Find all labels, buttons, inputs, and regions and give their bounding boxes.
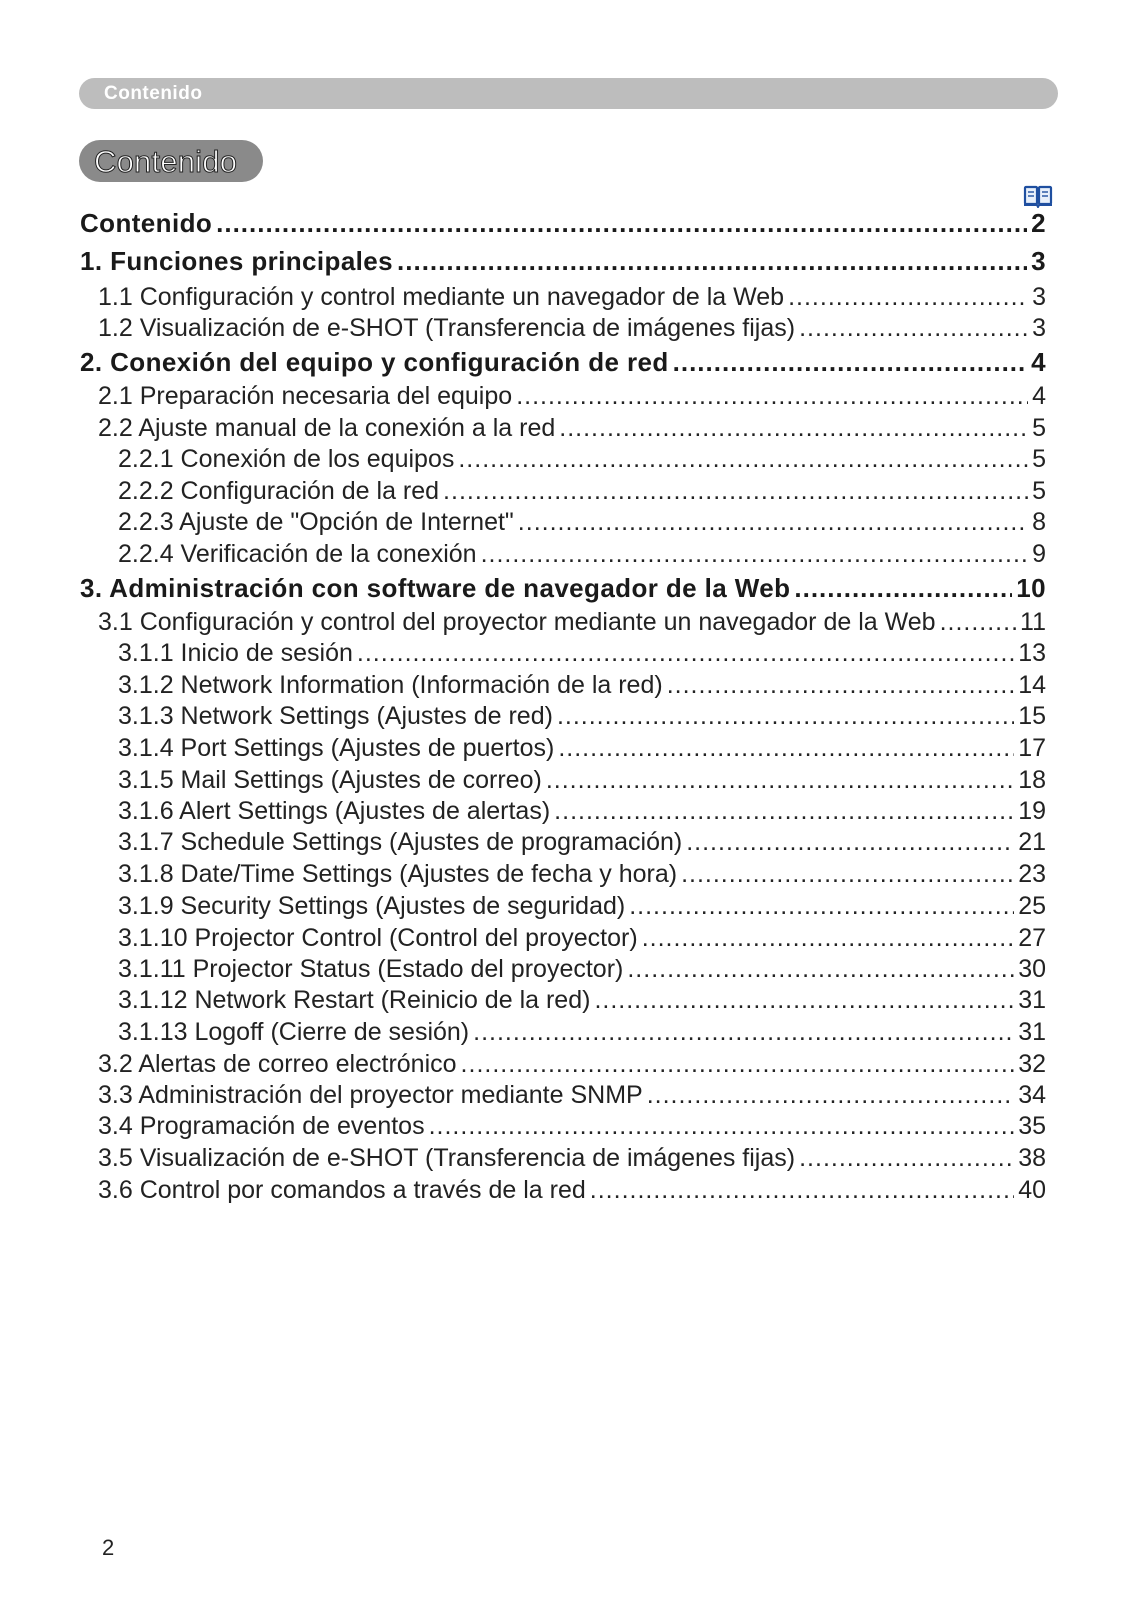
toc-dot-leader: [686, 828, 1014, 857]
toc-entry-label: 2.2.4 Verificación de la conexión: [118, 540, 477, 568]
toc-entry-page: 11: [1020, 608, 1046, 636]
page-title-badge: [79, 140, 263, 182]
toc-entry-label: 1. Funciones principales: [80, 246, 394, 276]
toc-entry-page: 34: [1018, 1081, 1046, 1109]
toc-entry[interactable]: [118, 828, 1046, 860]
toc-entry-label: 3.1.1 Inicio de sesión: [118, 639, 353, 667]
toc-dot-leader: [481, 540, 1029, 569]
toc-entry-page: 10: [1016, 573, 1046, 603]
toc-entry-page: 31: [1018, 1018, 1046, 1046]
toc-dot-leader: [546, 766, 1014, 795]
toc-entry[interactable]: [118, 671, 1046, 703]
toc-entry-page: 5: [1032, 414, 1046, 442]
toc-entry[interactable]: [118, 986, 1046, 1018]
toc-entry-page: 8: [1032, 508, 1046, 536]
toc-entry[interactable]: [118, 445, 1046, 477]
toc-dot-leader: [357, 639, 1014, 668]
toc-dot-leader: [642, 924, 1015, 953]
toc-entry[interactable]: [118, 477, 1046, 509]
toc-entry[interactable]: [80, 347, 1046, 379]
toc-entry-page: 9: [1032, 540, 1046, 568]
toc-entry-page: 27: [1018, 924, 1046, 952]
toc-entry-page: 3: [1032, 314, 1046, 342]
page-title: Contenido: [94, 144, 238, 179]
toc-dot-leader: [788, 283, 1028, 312]
toc-entry-label: 3.1.7 Schedule Settings (Ajustes de programación): [118, 828, 683, 856]
toc-entry-page: 35: [1018, 1112, 1046, 1140]
toc-dot-leader: [518, 508, 1028, 537]
page-number: 2: [102, 1535, 115, 1560]
toc-entry[interactable]: [118, 734, 1046, 766]
toc-entry-label: 1.2 Visualización de e-SHOT (Transferencia de imágenes fijas): [98, 314, 796, 342]
toc-entry-page: 18: [1018, 766, 1046, 794]
book-icon: [1023, 184, 1053, 208]
toc-entry-label: 2. Conexión del equipo y configuración de red: [80, 347, 669, 377]
toc-dot-leader: [557, 702, 1014, 731]
toc-dot-leader: [473, 1018, 1014, 1047]
toc-entry[interactable]: [118, 892, 1046, 924]
toc-entry-page: 30: [1018, 955, 1046, 983]
toc-dot-leader: [554, 797, 1014, 826]
toc-dot-leader: [681, 860, 1014, 889]
toc-entry-label: 3.1.6 Alert Settings (Ajustes de alertas): [118, 797, 551, 825]
toc-entry[interactable]: [80, 208, 1046, 240]
toc-entry[interactable]: [118, 702, 1046, 734]
toc-dot-leader: [629, 892, 1014, 921]
toc-entry-label: 3.2 Alertas de correo electrónico: [98, 1050, 457, 1078]
toc-entry-page: 5: [1032, 477, 1046, 505]
toc-entry-label: Contenido: [80, 208, 213, 238]
toc-entry-page: 32: [1018, 1050, 1046, 1078]
toc-entry-label: 3.1.3 Network Settings (Ajustes de red): [118, 702, 553, 730]
toc-entry[interactable]: [118, 955, 1046, 987]
toc-dot-leader: [673, 347, 1027, 378]
toc-entry-label: 3.1 Configuración y control del proyector mediante un navegador de la Web: [98, 608, 936, 636]
toc-entry-page: 4: [1031, 347, 1046, 377]
toc-entry-label: 2.2.2 Configuración de la red: [118, 477, 440, 505]
toc-entry[interactable]: [98, 314, 1046, 346]
toc-dot-leader: [216, 208, 1027, 239]
toc-entry[interactable]: [118, 508, 1046, 540]
toc-entry-label: 3.1.8 Date/Time Settings (Ajustes de fecha y hora): [118, 860, 678, 888]
toc-dot-leader: [799, 1144, 1014, 1173]
toc-entry-label: 3.1.4 Port Settings (Ajustes de puertos): [118, 734, 555, 762]
toc-entry-page: 3: [1031, 246, 1046, 276]
toc-entry-page: 2: [1031, 208, 1046, 238]
toc-entry-page: 25: [1018, 892, 1046, 920]
section-header-bar: [79, 78, 1058, 109]
toc-entry[interactable]: [98, 1144, 1046, 1176]
toc-entry-label: 3.5 Visualización de e-SHOT (Transferencia de imágenes fijas): [98, 1144, 796, 1172]
toc-entry-page: 21: [1018, 828, 1046, 856]
toc-entry-page: 17: [1018, 734, 1046, 762]
toc-entry-page: 4: [1032, 382, 1046, 410]
toc-entry[interactable]: [98, 414, 1046, 446]
toc-entry-label: 2.1 Preparación necesaria del equipo: [98, 382, 513, 410]
toc-entry[interactable]: [98, 1081, 1046, 1113]
toc-entry-label: 3.1.5 Mail Settings (Ajustes de correo): [118, 766, 542, 794]
toc-entry-page: 40: [1018, 1176, 1046, 1204]
toc-entry-page: 3: [1032, 283, 1046, 311]
toc-entry[interactable]: [118, 924, 1046, 956]
toc-entry[interactable]: [98, 283, 1046, 315]
toc-dot-leader: [627, 955, 1014, 984]
toc-entry-label: 3.1.10 Projector Control (Control del proyector): [118, 924, 638, 952]
toc-entry[interactable]: [118, 1018, 1046, 1050]
toc-entry-label: 3.1.9 Security Settings (Ajustes de seguridad): [118, 892, 626, 920]
toc-entry[interactable]: [98, 608, 1046, 640]
toc-dot-leader: [516, 382, 1028, 411]
toc-entry[interactable]: [118, 540, 1046, 572]
toc-dot-leader: [558, 734, 1014, 763]
toc-dot-leader: [443, 477, 1028, 506]
toc-entry-page: 31: [1018, 986, 1046, 1014]
toc-entry[interactable]: [98, 382, 1046, 414]
toc-entry-label: 2.2.3 Ajuste de "Opción de Internet": [118, 508, 514, 536]
toc-entry-label: 1.1 Configuración y control mediante un navegador de la Web: [98, 283, 785, 311]
toc-entry-page: 5: [1032, 445, 1046, 473]
toc-entry-label: 3.1.11 Projector Status (Estado del proyector): [118, 955, 624, 983]
toc-entry-label: 3.4 Programación de eventos: [98, 1112, 425, 1140]
toc-dot-leader: [458, 445, 1028, 474]
toc-entry[interactable]: [118, 797, 1046, 829]
toc-dot-leader: [794, 573, 1012, 604]
toc-entry-label: 3.1.2 Network Information (Información de la red): [118, 671, 663, 699]
toc-entry[interactable]: [80, 246, 1046, 278]
toc-entry[interactable]: [98, 1112, 1046, 1144]
toc-entry[interactable]: [118, 639, 1046, 671]
toc-entry-page: 15: [1018, 702, 1046, 730]
toc-entry[interactable]: [118, 860, 1046, 892]
toc-dot-leader: [799, 314, 1028, 343]
toc-dot-leader: [461, 1050, 1015, 1079]
toc-entry-page: 38: [1018, 1144, 1046, 1172]
toc-entry[interactable]: [98, 1050, 1046, 1082]
toc-dot-leader: [594, 986, 1014, 1015]
toc-entry-page: 13: [1018, 639, 1046, 667]
toc-entry[interactable]: [80, 573, 1046, 605]
toc-dot-leader: [940, 608, 1016, 637]
toc-entry-page: 19: [1018, 797, 1046, 825]
toc-entry-label: 3. Administración con software de navegador de la Web: [80, 573, 791, 603]
toc-entry-label: 3.6 Control por comandos a través de la red: [98, 1176, 586, 1204]
toc-entry-label: 3.1.12 Network Restart (Reinicio de la red): [118, 986, 591, 1014]
toc-entry-page: 23: [1018, 860, 1046, 888]
toc-dot-leader: [429, 1112, 1015, 1141]
toc-entry[interactable]: [98, 1176, 1046, 1208]
toc-entry-label: 2.2.1 Conexión de los equipos: [118, 445, 455, 473]
section-header-label: Contenido: [104, 83, 203, 104]
toc-entry-page: 14: [1018, 671, 1046, 699]
toc-dot-leader: [647, 1081, 1014, 1110]
toc-entry-label: 2.2 Ajuste manual de la conexión a la red: [98, 414, 556, 442]
toc-entry[interactable]: [118, 766, 1046, 798]
toc-dot-leader: [667, 671, 1014, 700]
toc-dot-leader: [590, 1176, 1014, 1205]
toc-entry-label: 3.1.13 Logoff (Cierre de sesión): [118, 1018, 470, 1046]
toc-dot-leader: [397, 246, 1027, 277]
toc-dot-leader: [559, 414, 1028, 443]
toc-entry-label: 3.3 Administración del proyector mediante SNMP: [98, 1081, 643, 1109]
